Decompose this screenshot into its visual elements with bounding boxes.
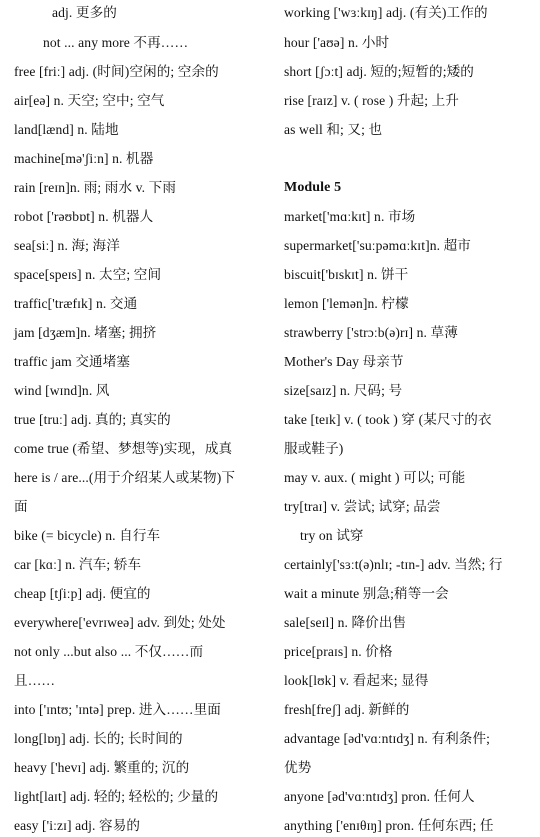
vocab-entry: price[praɪs] n. 价格 — [284, 644, 393, 659]
vocab-entry: working ['wɜːkɪŋ] adj. (有关)工作的 — [284, 5, 488, 20]
vocab-entry: take [teɪk] v. ( took ) 穿 (某尺寸的衣 — [284, 412, 492, 427]
vocab-entry: traffic jam 交通堵塞 — [14, 354, 131, 369]
vocab-entry: wind [wɪnd]n. 风 — [14, 383, 110, 398]
section-heading: Module 5 — [284, 180, 342, 195]
vocab-entry: light[laɪt] adj. 轻的; 轻松的; 少量的 — [14, 789, 219, 804]
vocab-entry: try on 试穿 — [300, 528, 364, 543]
vocab-entry: car [kɑː] n. 汽车; 轿车 — [14, 557, 142, 572]
vocab-entry: 且…… — [14, 673, 56, 688]
vocab-entry: may v. aux. ( might ) 可以; 可能 — [284, 470, 466, 485]
vocab-entry: strawberry ['strɔːb(ə)rɪ] n. 草薄 — [284, 325, 458, 340]
vocab-entry: supermarket['suːpəmɑːkɪt]n. 超市 — [284, 238, 471, 253]
vocab-entry: machine[mə'ʃiːn] n. 机器 — [14, 151, 154, 166]
vocab-entry: everywhere['evrɪweə] adv. 到处; 处处 — [14, 615, 226, 630]
vocab-entry: market['mɑːkɪt] n. 市场 — [284, 209, 416, 224]
vocab-entry: fresh[freʃ] adj. 新鲜的 — [284, 702, 410, 717]
vocab-entry: heavy ['hevɪ] adj. 繁重的; 沉的 — [14, 760, 190, 775]
vocab-entry: space[speɪs] n. 太空; 空间 — [14, 267, 162, 282]
vocab-entry: short [ʃɔːt] adj. 短的;短暂的;矮的 — [284, 64, 474, 79]
vocab-entry: rain [reɪn]n. 雨; 雨水 v. 下雨 — [14, 180, 177, 195]
vocab-entry: adj. 更多的 — [52, 5, 117, 20]
vocab-entry: free [friː] adj. (时间)空闲的; 空余的 — [14, 64, 219, 79]
vocab-entry: 优势 — [284, 760, 312, 775]
vocab-entry: rise [raɪz] v. ( rose ) 升起; 上升 — [284, 93, 460, 108]
vocab-entry: air[eə] n. 天空; 空中; 空气 — [14, 93, 165, 108]
vocab-entry: bike (= bicycle) n. 自行车 — [14, 528, 161, 543]
vocab-entry: land[lænd] n. 陆地 — [14, 122, 119, 137]
vocab-entry: anything ['enɪθɪŋ] pron. 任何东西; 任 — [284, 818, 494, 833]
vocab-entry: 服或鞋子) — [284, 441, 344, 456]
vocab-entry: wait a minute 别急;稍等一会 — [284, 586, 449, 601]
vocab-entry: 面 — [14, 499, 28, 514]
vocab-entry: lemon ['lemən]n. 柠檬 — [284, 296, 409, 311]
vocab-entry: certainly['sɜːt(ə)nlɪ; -tɪn-] adv. 当然; 行 — [284, 557, 503, 572]
vocab-entry: easy ['iːzɪ] adj. 容易的 — [14, 818, 141, 833]
vocab-entry: not ... any more 不再…… — [43, 35, 189, 50]
vocab-entry: look[lʊk] v. 看起来; 显得 — [284, 673, 429, 688]
vocab-entry: come true (希望、梦想等)实现，成真 — [14, 441, 233, 456]
vocab-entry: traffic['træfɪk] n. 交通 — [14, 296, 138, 311]
vocab-entry: cheap [tʃiːp] adj. 便宜的 — [14, 586, 151, 601]
vocab-entry: size[saɪz] n. 尺码; 号 — [284, 383, 403, 398]
vocab-entry: hour ['aʊə] n. 小时 — [284, 35, 390, 50]
vocab-entry: robot ['rəʊbɒt] n. 机器人 — [14, 209, 154, 224]
vocab-entry: try[traɪ] v. 尝试; 试穿; 品尝 — [284, 499, 441, 514]
vocab-entry: true [truː] adj. 真的; 真实的 — [14, 412, 171, 427]
vocab-entry: Mother's Day 母亲节 — [284, 354, 404, 369]
vocab-entry: into ['ɪntʊ; 'ɪntə] prep. 进入……里面 — [14, 702, 221, 717]
vocab-entry: as well 和; 又; 也 — [284, 122, 383, 137]
vocab-entry: sea[siː] n. 海; 海洋 — [14, 238, 120, 253]
vocab-entry: advantage [əd'vɑːntɪdʒ] n. 有利条件; — [284, 731, 491, 746]
vocab-entry: not only ...but also ... 不仅……而 — [14, 644, 204, 659]
vocab-entry: sale[seɪl] n. 降价出售 — [284, 615, 407, 630]
vocab-entry: long[lɒŋ] adj. 长的; 长时间的 — [14, 731, 183, 746]
vocab-entry: here is / are...(用于介绍某人或某物)下 — [14, 470, 236, 485]
vocab-entry: biscuit['bɪskɪt] n. 饼干 — [284, 267, 409, 282]
vocab-entry: jam [dʒæm]n. 堵塞; 拥挤 — [14, 325, 157, 340]
vocab-entry: anyone [əd'vɑːntɪdʒ] pron. 任何人 — [284, 789, 475, 804]
